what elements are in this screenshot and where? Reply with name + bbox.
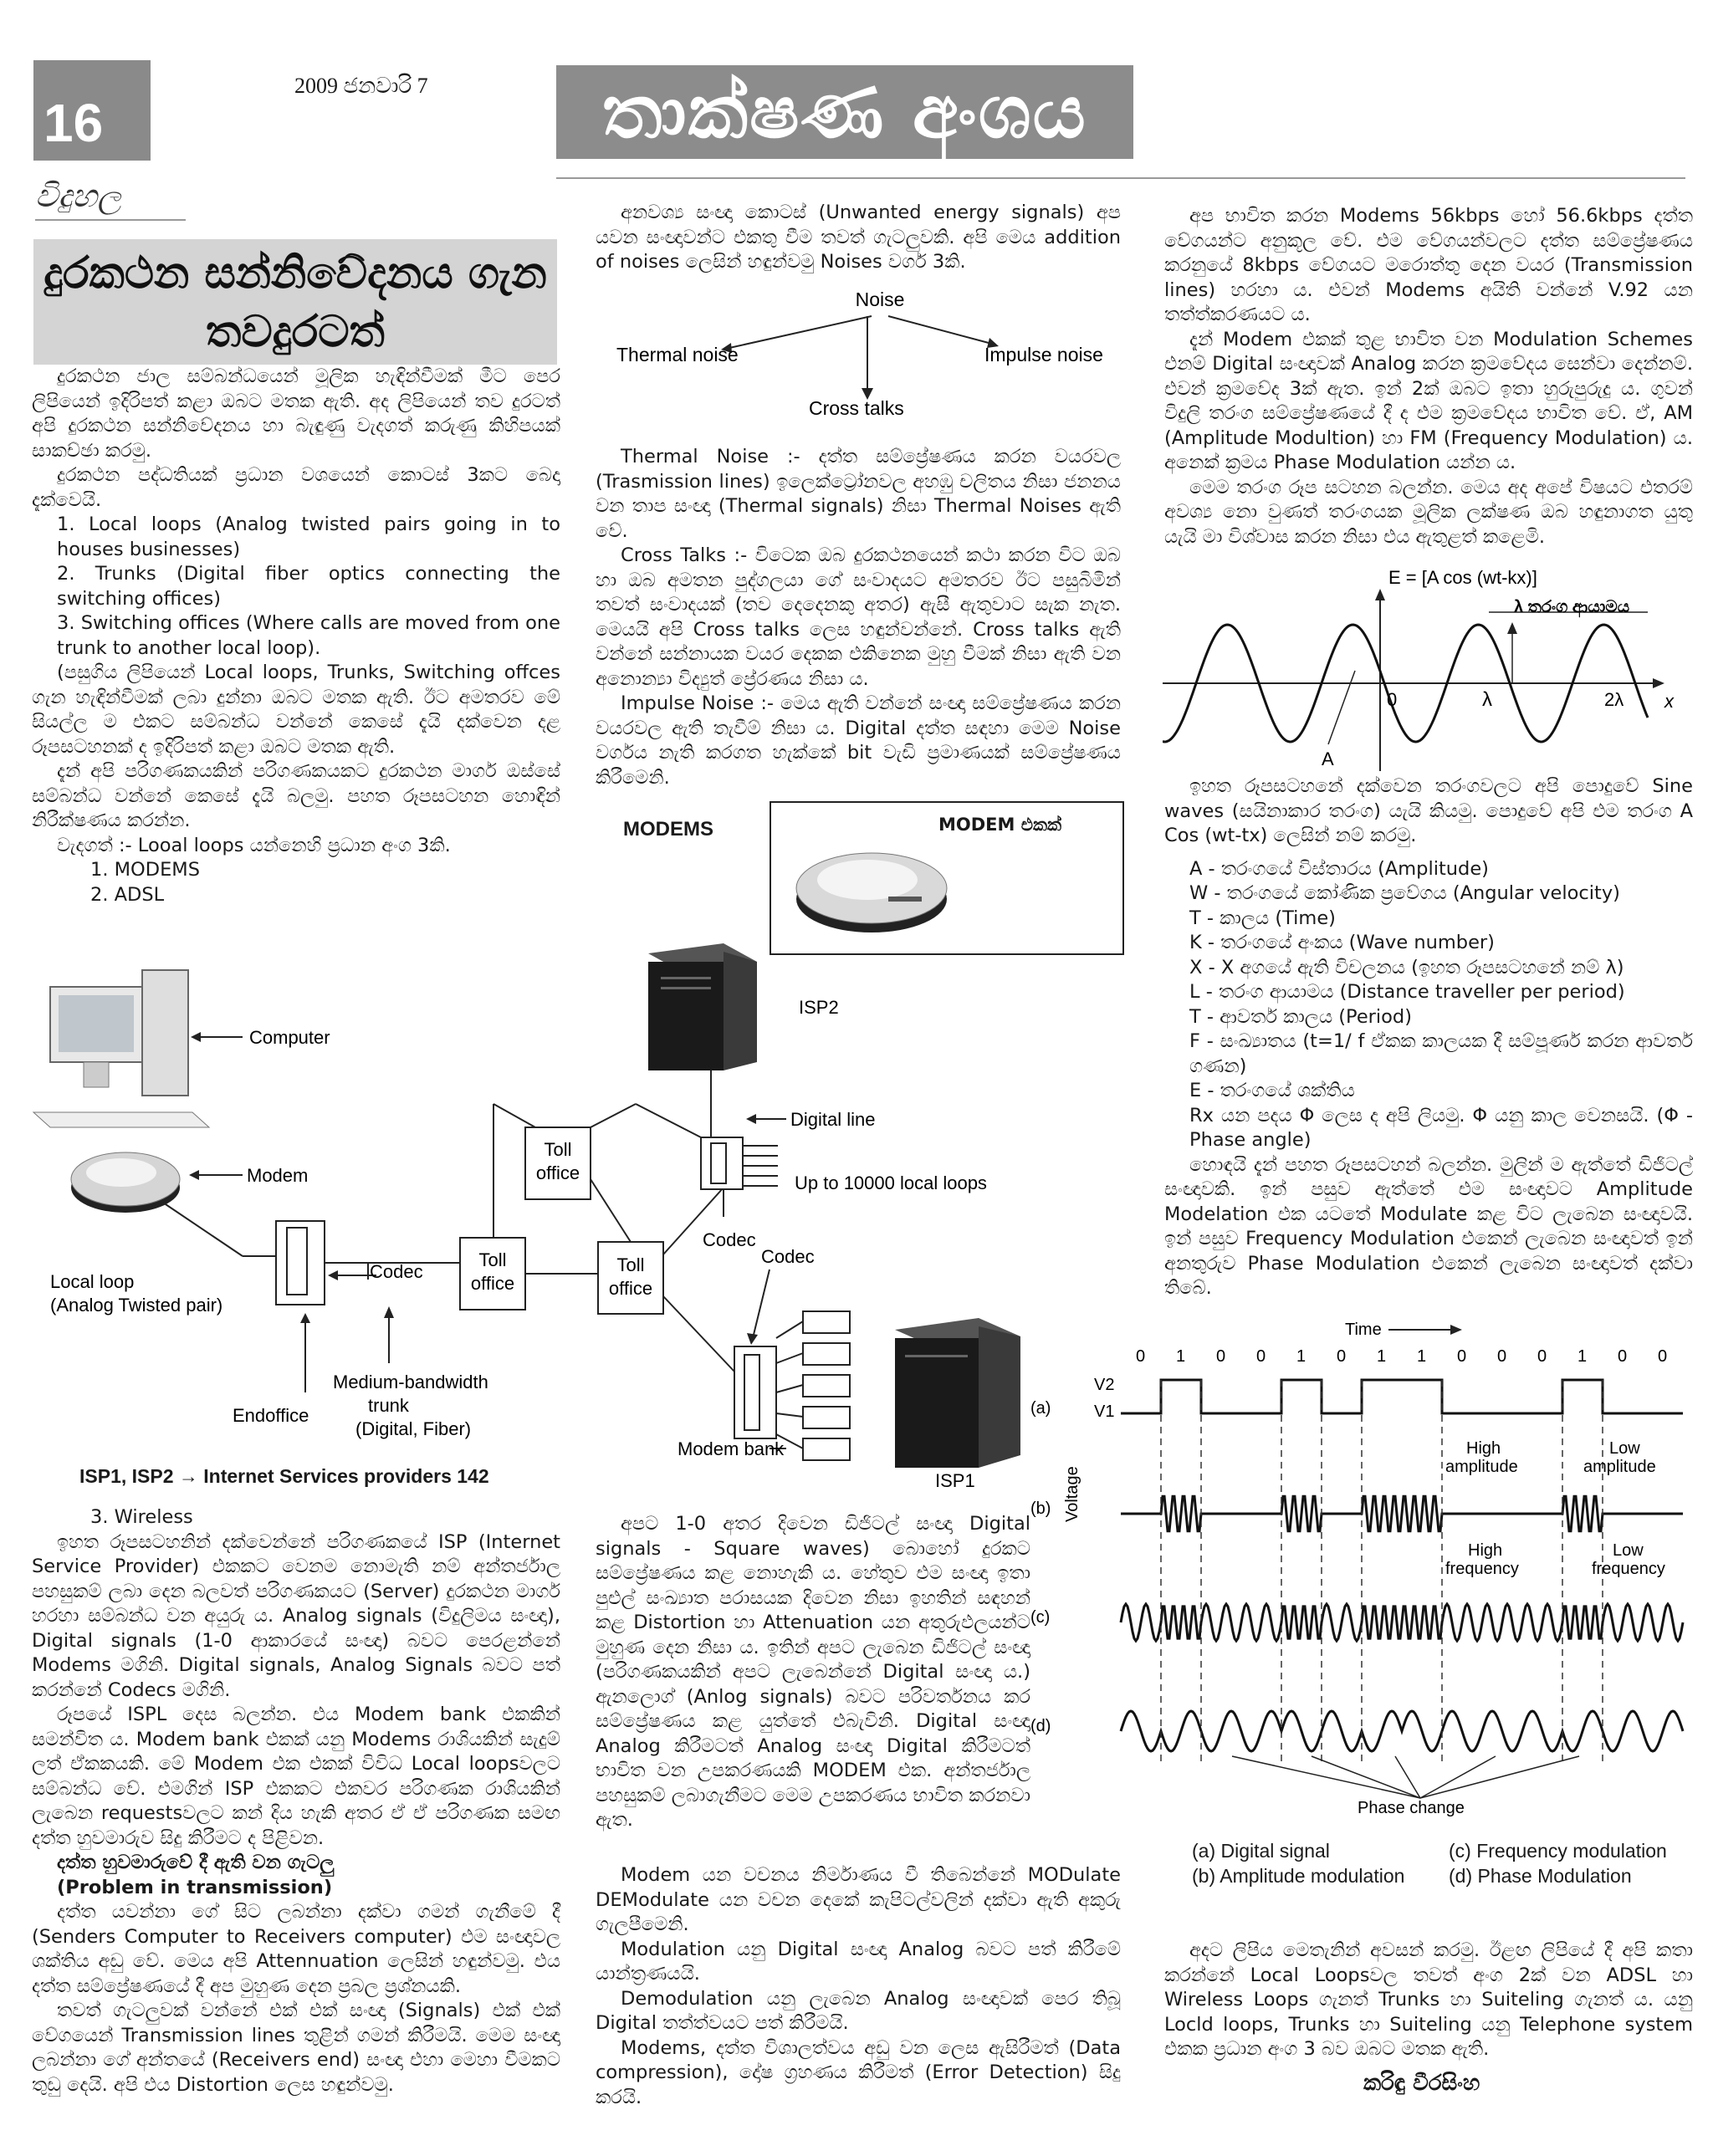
col3-definition: Rx යන පදය Φ ලෙස ද අපි ලියමු. Φ යනු කාල වෙනසයි. (Φ -Phase angle) [1189, 1104, 1693, 1151]
col1-list-item: 3. Switching offices (Where calls are moved from one trunk to another local loop). [57, 612, 560, 659]
bit-label: 1 [1296, 1347, 1306, 1366]
toll-office-3-label: Toll [616, 1254, 645, 1275]
frequency-modulation-trace [1121, 1604, 1683, 1641]
bit-label: 0 [1457, 1347, 1467, 1366]
bit-labels [1136, 1347, 1667, 1366]
digital-signal-trace [1121, 1380, 1683, 1413]
isp2-server-illustration [648, 943, 757, 1070]
legend-fm: (c) Frequency modulation [1449, 1840, 1667, 1862]
column-1-top [32, 365, 560, 907]
toll-office-1-label: Toll [478, 1249, 507, 1270]
page-number: 16 [33, 60, 151, 161]
col3-definition: E - තරංගයේ ශක්තිය [1189, 1080, 1355, 1101]
up-to-10000-label: Up to 10000 local loops [795, 1173, 987, 1193]
modems-heading: MODEMS [623, 818, 713, 840]
col1-list-item: 1. Local loops (Analog twisted pairs going in to houses businesses) [57, 513, 560, 560]
bit-label: 0 [1136, 1347, 1146, 1366]
wave-2lambda-label: 2λ [1604, 689, 1624, 710]
bit-label: 0 [1256, 1347, 1266, 1366]
issue-date: 2009 ජනවාරි 7 [294, 74, 428, 98]
low-amplitude-label: Low amplitude [1583, 1439, 1656, 1476]
modulation-legend-right [1449, 1838, 1667, 1888]
col1-paragraph: ඉහත රූපසටහනින් දක්වෙන්නේ පරිගණකයේ ISP (Internet Service Provider) එකකට වෙනම නොමැති නම් අන්තර්ජාල පහසුකම් ලබා දෙන බලවත් පරිගණකයට (Server) දුරකථන මාර්ග හරහා සම්බන්ධ වන අයුරු ය. Analog signals (විදුලිමය සංඥා), Digital signals (1-0 ආකාරයේ සංඥා) බවට පෙරළන්නේ Modems මගිනි. Digital signals, Analog Signals බවට පත් කරන්නේ Codecs මගිනි. [32, 1530, 560, 1701]
column-3-top [1164, 204, 1693, 549]
isp1-server-illustration [895, 1318, 1020, 1468]
col3-paragraph: මෙම තරංග රූප සටහන බලන්න. මෙය අද අපේ විෂයට එතරම් අවශ්‍ය නො වුණත් තරංගයක මූලික ලක්ෂණ ඔබ හඳුනාගත යුතු යැයි මා විශ්වාස කරන නිසා එය ඇතුළත් කළෙමි. [1164, 476, 1693, 548]
col3-definition: K - තරංගයේ අංකය (Wave number) [1189, 932, 1495, 953]
toll-office-2-sublabel: office [535, 1162, 580, 1183]
col1-paragraph: තවත් ගැටලුවක් වන්නේ එක් එක් සංඥා (Signals) එක් එක් වේගයෙන් Transmission lines තුළින් ගමන් කිරීමයි. මෙම සංඥා ලබන්නා ගේ අන්තයේ (Receivers end) සංඥා එහා මෙහා වීමකට තුඩු දෙයි. අපි එය Distortion ලෙස හඳුන්වමු. [32, 2000, 560, 2096]
noise-thermal-label: Thermal noise [616, 344, 739, 365]
col3-paragraph: අදට ලිපිය මෙතැනින් අවසන් කරමු. ඊළඟ ලිපියේ දී අපි කතා කරන්නේ Local Loopsවල තවත් අංග 2ක් වන ADSL හා Wireless Loops ගැනත් Trunks හා Suiteling ගැනත් ය. යනු Locld loops, Trunks හා Suiteling යනු Telephone system එකක ප්‍රධාන අංග 3 බව ඔබට මතක ඇති. [1164, 1939, 1693, 2060]
col3-paragraph: ඉහත රූපසටහනේ දක්වෙන තරංගවලට අපි පොදුවේ Sine waves (සයිනාකාර තරංග) යැයි කියමු. පොදුවේ අපි එම තරංග A Cos (wt-tx) ලෙසින් නම් කරමු. [1164, 775, 1693, 846]
computer-illustration [33, 970, 209, 1127]
codec-label-2: Codec [703, 1229, 756, 1250]
col2-paragraph: Modulation යනු Digital සංඥා Analog බවට පත් කිරීමේ යාන්ත්‍රණයයි. [596, 1938, 1121, 1985]
col1-paragraph: වැදගත් :- Looal loops යන්නෙහි ප්‍රධාන අංග 3කි. [57, 834, 451, 856]
bit-label: 0 [1216, 1347, 1226, 1366]
bit-label: 1 [1417, 1347, 1427, 1366]
modulation-diagram [1027, 1313, 1696, 1832]
wavelength-label: λ තරංග ආයාමය [1514, 598, 1630, 616]
column-2-mid [596, 445, 1121, 790]
wave-equation: E = [A cos (wt-kx)] [1388, 567, 1537, 588]
legend-am: (b) Amplitude modulation [1192, 1865, 1405, 1887]
col3-paragraph: අප භාවිත කරන Modems 56kbps හෝ 56.6kbps දත්ත වේගයන්ට අනුකූල වේ. එම වේගයන්වලට දත්ත සම්ප්‍රේෂණය කරනුයේ 8kbps වේගයට මරොත්තු දෙන වයර (Transmission lines) හරහා ය. එවන් Modems අයිති වන්නේ V.92 යන තත්ත්කරණයට ය. [1164, 205, 1693, 325]
column-3-mid [1164, 774, 1693, 1301]
row-d-label: (d) [1030, 1717, 1051, 1735]
column-2-bottom-wide [596, 1863, 1121, 2110]
bit-boundary-guides [1161, 1380, 1603, 1765]
col1-paragraph: දත්ත යවන්නා ගේ සිට ලබන්නා දක්වා ගමන් ගැනීමේ දී (Senders Computer to Receivers computer) එම සංඥාවල ශක්තිය අඩු වේ. මෙය අපි Attennuation ලෙසින් හඳුන්වමු. එය දත්ත සම්ප්‍රේෂණයේ දී අප මුහුණ දෙන ප්‍රබල ප්‍රශ්නයකි. [32, 1901, 560, 1997]
col2-paragraph: Thermal Noise :- දත්ත සම්ප්‍රේෂණය කරන වයරවල (Trasmission lines) ඉලෙක්ට්‍රෝනවල අහඹු චලිතය නිසා ජනනය වන තාප සංඥා (Thermal signals) නිසා Thermal Noises ඇති වේ. [596, 446, 1121, 542]
col1-paragraph: (පසුගිය ලිපියෙන් Local loops, Trunks, Switching offces ගැන හැඳින්වීමක් ලබා දුන්නා ඔබට මතක ඇති. ඊට අමතරව මේ සියල්ල ම එකට සම්බන්ධ වන්නේ කෙසේ දැයි දක්වෙන දළ රූපසටහනක් ද ඉදිරිපත් කළා ඔබට මතක ඇති. [32, 662, 560, 758]
col2-paragraph: Cross Talks :- විටෙක ඔබ දුරකථනයෙන් කථා කරන විට ඔබ හා ඔබ අමතන පුද්ගලයා ගේ සංවාදයට අමතරව ඊට පසුබිමින් තවත් සංවාදයක් (තව දෙදෙනකු අතර) ඇසී ඇතුවාට සැක නැත. මෙයයි අපි Cross talks ලෙස හඳුන්වන්නේ. Cross talks ඇති වන්නේ සන්නායක වයර දෙකක එකිනෙක මුහු වීමක් නිසා ඇති වන අනොන්‍යා විද්‍යුත් ප්‍රේරණය නිසා ය. [596, 544, 1121, 690]
modem-photo-frame [770, 801, 1124, 955]
col1-subheading: දත්ත හුවමාරුවේ දී ඇති වන ගැටලු [57, 1852, 335, 1873]
bit-label: 0 [1658, 1347, 1668, 1366]
isp1-label: ISP1 [935, 1470, 975, 1489]
col1-paragraph: දැන් අපි පරිගණකයකින් පරිගණකයකට දුරකථන මාර්ග ඔස්සේ සම්බන්ධ වන්නේ කෙසේ දැයි බලමු. පහත රූපසටහන හොඳින් නිරීක්ෂණය කරන්න. [32, 760, 560, 831]
voltage-axis-label: Voltage [1063, 1466, 1081, 1522]
high-amplitude-label: High amplitude [1445, 1439, 1518, 1476]
modem-bank-label: Modem bank [678, 1438, 785, 1459]
noise-impulse-label: Impulse noise [984, 344, 1103, 365]
legend-digital: (a) Digital signal [1192, 1840, 1330, 1862]
header-rule [556, 177, 1685, 179]
local-loop-label: Local loop [50, 1271, 135, 1292]
col3-definition: X - X අගයේ ඇති විචලනය (ඉහත රූපසටහනේ නම් λ) [1189, 956, 1624, 978]
col1-list-item: 1. MODEMS [90, 859, 200, 881]
codec-label-3: Codec [761, 1246, 815, 1267]
col3-definition: T - කාලය (Time) [1189, 907, 1336, 929]
col3-definition: L - තරංග ආයාමය (Distance traveller per period) [1189, 981, 1625, 1003]
modem-device-image [788, 820, 955, 945]
column-2-bottom [596, 1512, 1030, 1833]
col1-list-item: 2. Trunks (Digital fiber optics connecting the switching offices) [57, 563, 560, 610]
col3-paragraph: දැන් Modem එකක් තුළ භාවිත වන Modulation Schemes එනම් Digital සංඥාවක් Analog කරන ක්‍රමවේදය සෙන්වා දෙන්නම්. එවන් ක්‍රමවේද 3ක් ඇත. ඉන් 2ක් ඔබට ඉතා හුරුපුරුදු ය. ගුවන් විදුලි තරංග සම්ප්‍රේෂණයේ දී ද එම ක්‍රමවේදය භාවිත වේ. ඒ, AM (Amplitude Modultion) හා FM (Frequency Modulation) ය. අනෙක් ක්‍රමය Phase Modulation යන්න ය. [1164, 328, 1693, 473]
amplitude-modulation-trace [1121, 1496, 1683, 1531]
section-title: තාක්ෂණ අංශය [556, 65, 1133, 159]
noise-crosstalk-label: Cross talks [809, 397, 904, 419]
col2-paragraph: Modems, දත්ත විශාලත්වය අඩු වන ලෙස ඇසිරීමත් (Data compression), දෝෂ ග්‍රහණය කිරීමත් (Error Detection) සිදු කරයි. [596, 2036, 1121, 2108]
time-label: Time [1345, 1321, 1382, 1339]
column-1-bottom [32, 1505, 560, 2097]
kicker-rule [35, 219, 186, 221]
col3-definition: T - ආවර්ත කාලය (Period) [1189, 1005, 1412, 1028]
row-c-label: (c) [1030, 1608, 1051, 1627]
headline-line-2: තවදුරටත් [206, 307, 385, 357]
phase-change-label: Phase change [1358, 1799, 1465, 1817]
row-b-label: (b) [1030, 1499, 1051, 1518]
trunk-label-1: Medium-bandwidth [333, 1372, 488, 1392]
bit-label: 1 [1176, 1347, 1186, 1366]
headline [33, 244, 557, 361]
wave-x-axis-label: x [1664, 691, 1674, 712]
wave-lambda-label: λ [1482, 688, 1492, 711]
bit-label: 1 [1577, 1347, 1588, 1366]
toll-office-2-label: Toll [544, 1139, 572, 1160]
toll-office-3-sublabel: office [608, 1278, 653, 1299]
noise-diagram [596, 283, 1121, 433]
noise-root-label: Noise [855, 289, 905, 310]
column-3-bottom [1164, 1939, 1693, 2062]
legend-pm: (d) Phase Modulation [1449, 1865, 1632, 1887]
section-kicker: විදුහල [35, 177, 122, 214]
col3-paragraph: හොඳයි දැන් පහත රූපසටහන් බලන්න. මුලින් ම ඇත්තේ ඩිජිටල් සංඥාවකි. ඉන් පසුව ඇත්තේ එම සංඥාවට Amplitude Modelation එක යටතේ Modulate කළ විට ලැබෙන සංඥාවයි. ඉන් පසුව Frequency Modulation එකෙන් ලැබෙන සංඥාවත් ඉන් අනතුරුව Phase Modulation එකෙන් ලැබෙන සංඥාවත් දක්වා තිබේ. [1164, 1153, 1693, 1299]
trunk-label-2: trunk [368, 1395, 409, 1416]
modem-label: Modem [247, 1165, 309, 1186]
v1-label: V1 [1094, 1402, 1115, 1421]
toll-office-1-sublabel: office [470, 1273, 515, 1294]
col2-paragraph: Impulse Noise :- මෙය ඇති වන්නේ සංඥා සම්ප්‍රේෂණය කරන වයරවල ඇති තැවීම් නිසා ය. Digital දත්ත සඳහා මෙම Noise වර්ගය නැති කරගත හැක්කේ bit වැඩි ප්‍රමාණයක් සම්ප්‍රේෂණය කිරීමෙනි. [596, 692, 1121, 789]
codec-label-1: Codec [370, 1261, 423, 1282]
network-diagram [17, 937, 1029, 1489]
col1-list-item: 3. Wireless [90, 1506, 193, 1528]
modulation-legend-left [1192, 1838, 1404, 1888]
headline-line-1: දුරකථන සන්නිවේදනය ගැන [43, 248, 547, 299]
col2-paragraph: අපට 1-0 අතර දිවෙන ඩිජිටල් සංඥා Digital signals - Square waves) බොහෝ දුරකට සම්ප්‍රේෂණය කළ නොහැකි ය. හේතුව එම සංඥා ඉතා පුළුල් සංඛ්‍යාත පරාසයක දිවෙන නිසා ඉහතින් සඳහන් කළ Distortion හා Attenuation යන අතුරුඵලයන්ට මුහුණ දෙන නිසා ය. ඉතින් අපට ලැබෙන ඩිජිටල් සංඥා (පරිගණකයකින් අපට ලැබෙන්නේ Digital සංඥා ය.) ඇනලොග් (Anlog signals) බවට පරිවර්තනය කර සම්ප්‍රේෂණය කළ යුත්තේ එබැවිනි. Digital සංඥා Analog කිරීමටත් Analog සංඥා Digital කිරීමටත් භාවිත වන උපකරණයකි MODEM එක. අන්තර්ජාල පහසුකම් ලබාගැනීමට මෙම උපකරණය භාවිත කරනවා ඇත. [596, 1513, 1030, 1831]
col2-paragraph: Demodulation යනු ලැබෙන Analog සංඥාවක් පෙර තිබූ Digital තත්ත්වයට පත් කිරීමයි. [596, 1987, 1121, 2034]
row-a-label: (a) [1030, 1399, 1051, 1418]
bit-label: 1 [1377, 1347, 1387, 1366]
bit-label: 0 [1497, 1347, 1507, 1366]
trunk-label-3: (Digital, Fiber) [355, 1418, 472, 1439]
column-2-top [596, 201, 1121, 275]
isp2-label: ISP2 [799, 997, 839, 1018]
v2-label: V2 [1094, 1376, 1115, 1394]
col1-paragraph: දුරකථන පද්ධතියක් ප්‍රධාන වශයෙන් කොටස් 3කට බෙදා දැක්වෙයි. [32, 464, 560, 511]
wave-origin-label: 0 [1387, 689, 1398, 710]
bit-label: 0 [1537, 1347, 1547, 1366]
bit-label: 0 [1337, 1347, 1347, 1366]
high-frequency-label: High frequency [1445, 1541, 1519, 1578]
computer-label: Computer [249, 1027, 330, 1048]
wave-amplitude-label: A [1322, 748, 1334, 769]
sine-wave-diagram [1163, 562, 1698, 779]
isp-caption: ISP1, ISP2 → Internet Services providers 142 [79, 1465, 489, 1487]
col3-definition: A - තරංගයේ විස්තාරය (Amplitude) [1189, 857, 1489, 880]
modem-photo-label: MODEM එකක් [938, 815, 1062, 835]
modem-bank-units [776, 1311, 850, 1460]
digital-line-label: Digital line [790, 1109, 876, 1130]
col1-list-item: 2. ADSL [90, 883, 165, 906]
col1-subheading: (Problem in transmission) [57, 1876, 333, 1898]
col3-definition: W - තරංගයේ කෝණික ප්‍රවේගය (Angular velocity) [1189, 882, 1620, 904]
col1-paragraph: රූපයේ ISPL දෙස බලන්න. එය Modem bank එකකින් සමන්විත ය. Modem bank එකක් යනු Modems රාශියකින් සැදුම් ලත් ඒකකයකි. මේ Modem එක එකක් විවිධ Local loopsවලට සම්බන්ධ වේ. එමගින් ISP එකකට එකවර පරිගණක රාශියකින් ලැබෙන requestsවලට කන් දිය හැකි අතර ඒ ඒ පරිගණක සමඟ දත්ත හුවමාරුව සිදු කිරීමට ද පිළිවන. [32, 1704, 560, 1849]
col3-definition: F - සංඛ්‍යාතය (t=1/ f ඒකක කාලයක දී සම්පූර්ණ කරන ආවර්ත ගණන) [1189, 1030, 1693, 1077]
byline: කරිඳු වීරසිංහ [1363, 2071, 1480, 2096]
low-frequency-label: Low frequency [1592, 1541, 1665, 1578]
col2-paragraph: අනවශ්‍ය සංඥා කොටස් (Unwanted energy signals) අප යවන සංඥාවන්ට එකතු වීම තවත් ගැටලුවකි. අපි මෙය addition of noises ලෙසින් හඳුන්වමු Noises වර්ග 3කි. [596, 202, 1121, 273]
col1-paragraph: දුරකථන ජාල සම්බන්ධයෙන් මූලික හැඳින්වීමක් මීට පෙර ලිපියෙන් ඉදිරිපත් කළා ඔබට මතක ඇති. අද ලිපියෙන් තව දුරටත් අපි දුරකථන සන්නිවේදනය හා බැඳුණු වැදගත් කරුණු කිහිපයක් සාකච්ඡා කරමු. [32, 365, 560, 462]
endoffice-label: Endoffice [233, 1405, 309, 1426]
col2-paragraph: Modem යන වචනය නිර්මාණය වී තිබෙන්නේ MODulate DEModulate යන වචන දෙකේ කැපිටල්වලින් දක්වා ඇති අකුරු ගැලපීමෙනි. [596, 1864, 1121, 1935]
phase-modulation-trace [1121, 1711, 1683, 1751]
local-loop-sublabel: (Analog Twisted pair) [50, 1295, 223, 1316]
bit-label: 0 [1618, 1347, 1628, 1366]
